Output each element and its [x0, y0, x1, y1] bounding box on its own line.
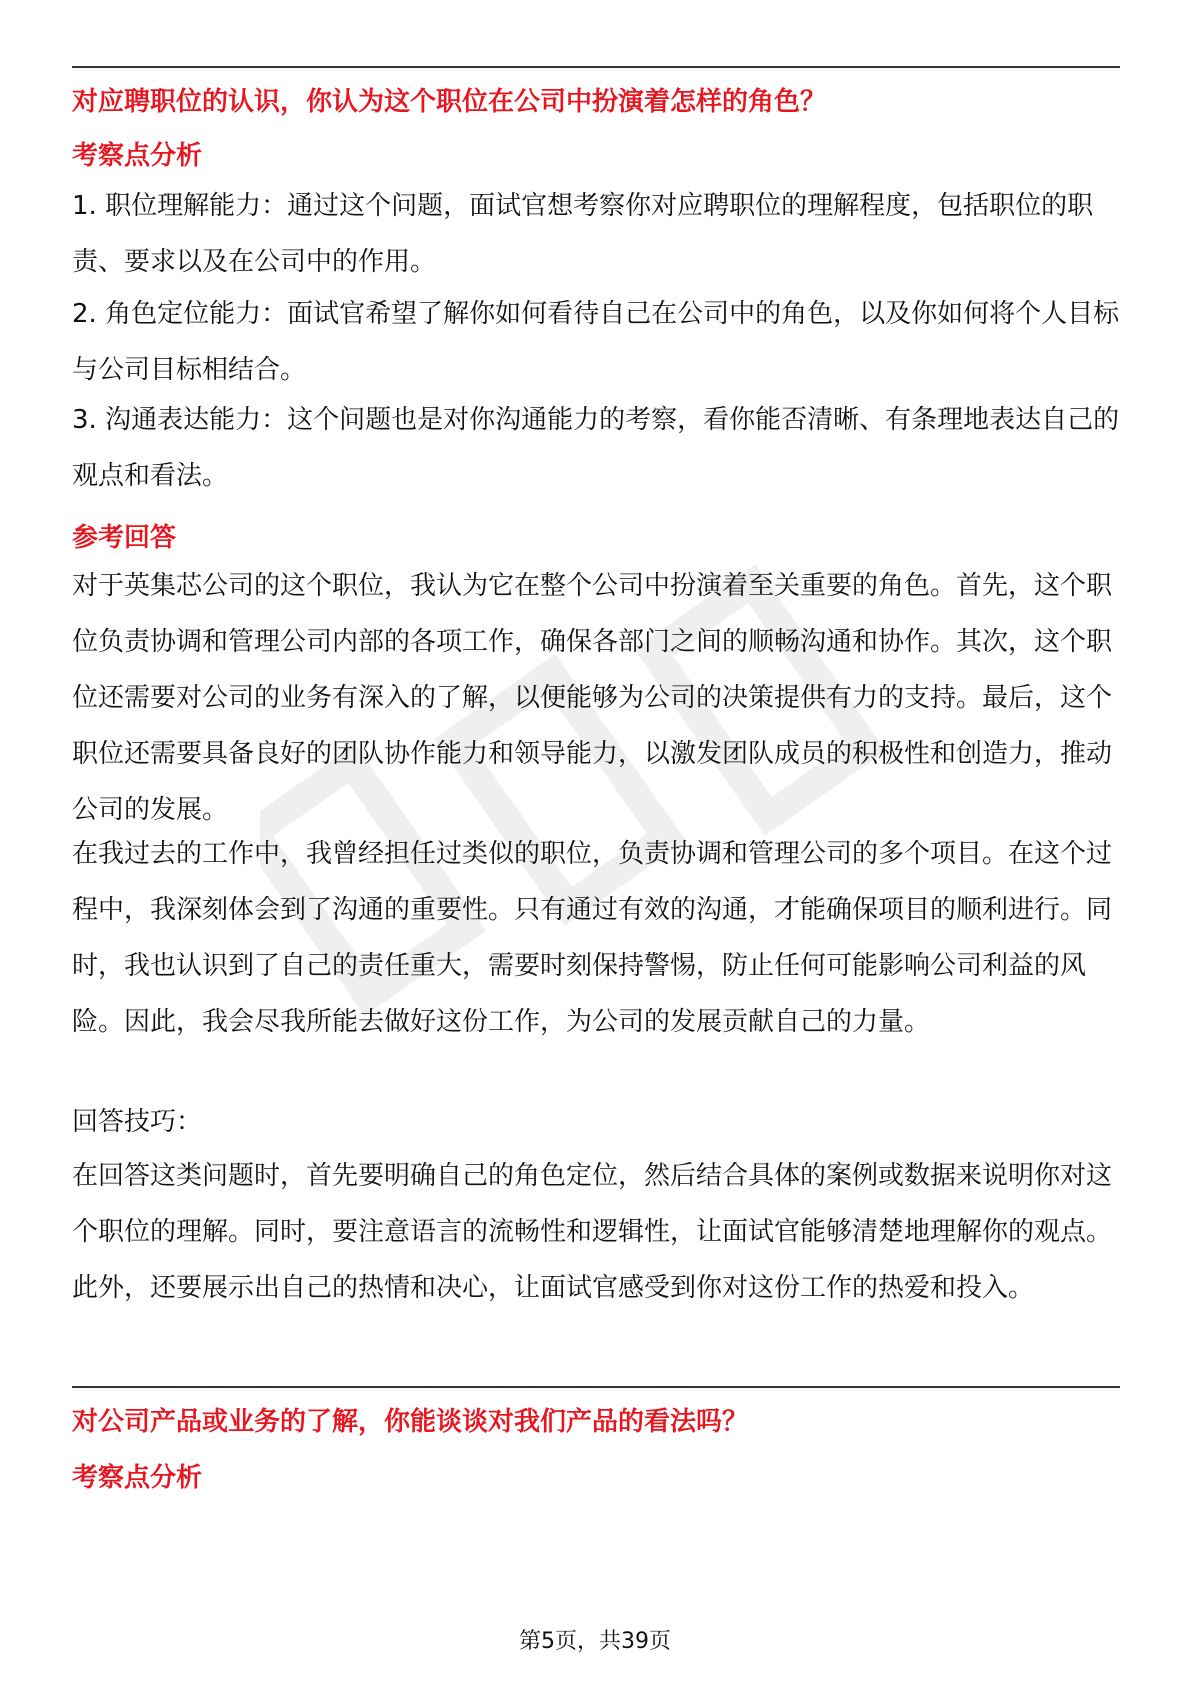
- answer-paragraph-2: 在我过去的工作中，我曾经担任过类似的职位，负责协调和管理公司的多个项目。在这个过程中，我深刻体会到了沟通的重要性。只有通过有效的沟通，才能确保项目的顺利进行。同时，我也认识到了自己的责任重大，需要时刻保持警惕，防止任何可能影响公司利益的风险。因此，我会尽我所能去做好这份工作，为公司的发展贡献自己的力量。: [72, 839, 1113, 1037]
- analysis-item-2: 2. 角色定位能力：面试官希望了解你如何看待自己在公司中的角色，以及你如何将个人目标与公司目标相结合。: [72, 299, 1120, 385]
- top-divider: [72, 66, 1120, 68]
- answer-paragraph-1: 对于英集芯公司的这个职位，我认为它在整个公司中扮演着至关重要的角色。首先，这个职位负责协调和管理公司内部的各项工作，确保各部门之间的顺畅沟通和协作。其次，这个职位还需要对公司的业务有深入的了解，以便能够为公司的决策提供有力的支持。最后，这个职位还需要具备良好的团队协作能力和领导能力，以激发团队成员的积极性和创造力，推动公司的发展。: [72, 571, 1113, 825]
- tips-label: 回答技巧：: [72, 1107, 203, 1137]
- section-divider: [72, 1386, 1120, 1388]
- analysis-item-1: 1. 职位理解能力：通过这个问题，面试官想考察你对应聘职位的理解程度，包括职位的职责、要求以及在公司中的作用。: [72, 191, 1094, 277]
- question-title-2: 对公司产品或业务的了解，你能谈谈对我们产品的看法吗？: [72, 1407, 749, 1437]
- answer-heading: 参考回答: [72, 523, 177, 553]
- analysis-item-3: 3. 沟通表达能力：这个问题也是对你沟通能力的考察，看你能否清晰、有条理地表达自己的观点和看法。: [72, 405, 1120, 491]
- analysis-heading-1: 考察点分析: [72, 141, 203, 171]
- page-number: 第5页，共39页: [519, 1629, 671, 1654]
- tips-paragraph: 在回答这类问题时，首先要明确自己的角色定位，然后结合具体的案例或数据来说明你对这个职位的理解。同时，要注意语言的流畅性和逻辑性，让面试官能够清楚地理解你的观点。此外，还要展示出自己的热情和决心，让面试官感受到你对这份工作的热爱和投入。: [72, 1161, 1113, 1303]
- analysis-heading-2: 考察点分析: [72, 1463, 203, 1493]
- question-title-1: 对应聘职位的认识，你认为这个职位在公司中扮演着怎样的角色？: [72, 87, 827, 117]
